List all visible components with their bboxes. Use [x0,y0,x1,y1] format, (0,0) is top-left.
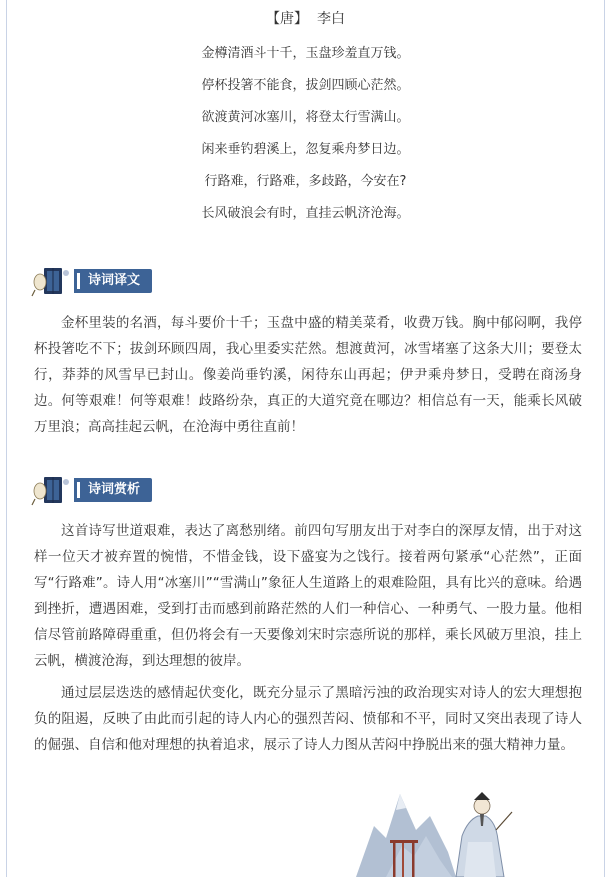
poem-line: 长风破浪会有时，直挂云帆济沧海。 [201,206,410,221]
poem-line: 停杯投箸不能食，拔剑四顾心茫然。 [201,78,410,93]
poem-line: 欲渡黄河冰塞川，将登太行雪满山。 [201,110,410,125]
scholar-lantern-icon [30,474,74,506]
poet-mountain-illustration [356,786,516,877]
appreciation-section-header [30,474,170,506]
appreciation-paragraph: 这首诗写世道艰难，表达了离愁别绪。前四句写朋友出于对李白的深厚友情，出于对这样一位天才被弃置的惋惜，不惜金钱，设下盛宴为之饯行。接着两句紧承“心茫然”，正面写“行路难”。诗人用“冰塞川”“雪满山”象征人生道路上的艰难险阻，具有比兴的意味。给遇到挫折，遭遇困难，受到打击而感到前路茫然的人们一种信心、一种勇气、一股力量。他相信尽管前路障碍重重，但仍将会有一天要像刘宋时宗悫所说的那样，乘长风破万里浪，挂上云帆，横渡沧海，到达理想的彼岸。 [34,523,582,669]
poem-author: 【唐】 李白 [266,11,345,27]
poem-line: 行路难，行路难，多歧路，今安在? [204,174,407,189]
scholar-lantern-icon [30,265,74,297]
poem-line: 金樽清酒斗十千，玉盘珍羞直万钱。 [201,46,410,61]
appreciation-section-title: 诗词赏析 [74,478,152,502]
appreciation-paragraph: 通过层层迭迭的感情起伏变化，既充分显示了黑暗污浊的政治现实对诗人的宏大理想抱负的阻遏，反映了由此而引起的诗人内心的强烈苦闷、愤郁和不平，同时又突出表现了诗人的倔强、自信和他对理想的执着追求，展示了诗人力图从苦闷中挣脱出来的强大精神力量。 [34,685,582,753]
poem-body [0,44,611,236]
poem-line: 闲来垂钓碧溪上，忽复乘舟梦日边。 [201,142,410,157]
translation-section-title: 诗词译文 [74,269,152,293]
translation-section-header [30,265,170,297]
translation-text: 金杯里装的名酒，每斗要价十千；玉盘中盛的精美菜肴，收费万钱。胸中郁闷啊，我停杯投箸吃不下；拔剑环顾四周，我心里委实茫然。想渡黄河，冰雪堵塞了这条大川；要登太行，莽莽的风雪早已封山。像姜尚垂钓溪，闲待东山再起；伊尹乘舟梦日，受聘在商汤身边。何等艰难！何等艰难！歧路纷杂，真正的大道究竟在哪边？相信总有一天，能乘长风破万里浪；高高挂起云帆，在沧海中勇往直前！ [34,315,582,435]
